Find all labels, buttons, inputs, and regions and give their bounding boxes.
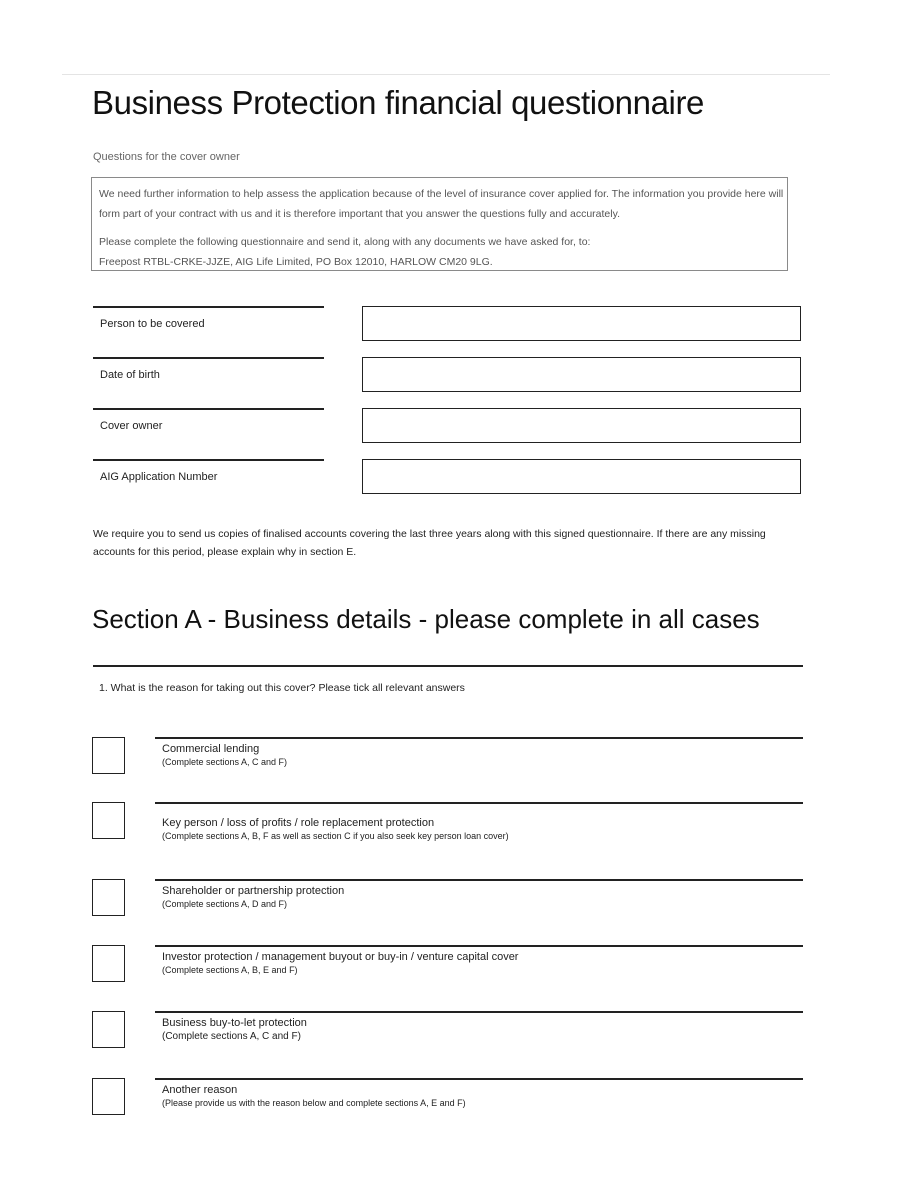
question-1: 1. What is the reason for taking out this cover? Please tick all relevant answers: [99, 682, 465, 694]
option-note: (Complete sections A, C and F): [162, 757, 288, 767]
intro-paragraph-2: [99, 232, 787, 272]
option-label: Another reason: [162, 1084, 238, 1096]
option-rule: [155, 737, 803, 739]
option-rule: [155, 879, 803, 881]
field-label-rule: [93, 306, 324, 308]
field-date-of-birth: [93, 357, 803, 397]
field-label-rule: [93, 459, 324, 461]
field-cover-owner: [93, 408, 803, 448]
option-rule: [155, 945, 803, 947]
section-a-divider: [93, 665, 803, 667]
field-label: AIG Application Number: [100, 471, 218, 483]
intro-paragraph-2-line-1: Please complete the following questionnaire and send it, along with any documents we have asked for, to:: [99, 236, 591, 248]
option-buy-to-let: [92, 1011, 804, 1051]
option-note: (Complete sections A, B, E and F): [162, 965, 298, 975]
field-label: Person to be covered: [100, 318, 205, 330]
field-label: Cover owner: [100, 420, 163, 432]
field-label-rule: [93, 357, 324, 359]
document-title: Business Protection financial questionnaire: [92, 84, 705, 121]
accounts-notice: We require you to send us copies of finalised accounts covering the last three years along with this signed questionnaire. If there are any missing accounts for this period, please explain why in section E.: [93, 528, 766, 558]
intro-paragraph-1: We need further information to help assess the application because of the level of insurance cover applied for. The information you provide here will form part of your contract with us and it is therefore important that you answer the questions fully and accurately.: [99, 188, 784, 220]
option-rule: [155, 1078, 803, 1080]
intro-box: [91, 177, 788, 271]
person-to-be-covered-input[interactable]: [362, 306, 801, 341]
option-rule: [155, 1011, 803, 1013]
field-person-to-be-covered: [93, 306, 803, 346]
option-key-person: [92, 802, 804, 842]
option-rule: [155, 802, 803, 804]
field-aig-application-number: [93, 459, 803, 499]
commercial-lending-checkbox[interactable]: [92, 737, 125, 774]
aig-application-number-input[interactable]: [362, 459, 801, 494]
shareholder-protection-checkbox[interactable]: [92, 879, 125, 916]
document-subtitle: Questions for the cover owner: [93, 151, 240, 163]
buy-to-let-checkbox[interactable]: [92, 1011, 125, 1048]
option-investor-protection: [92, 945, 804, 985]
option-note: (Complete sections A, C and F): [162, 1031, 301, 1042]
section-a-title: Section A - Business details - please complete in all cases: [92, 604, 760, 634]
option-note: (Complete sections A, B, F as well as section C if you also seek key person loan cover): [162, 831, 509, 841]
option-note: (Complete sections A, D and F): [162, 899, 288, 909]
option-label: Investor protection / management buyout or buy-in / venture capital cover: [162, 951, 519, 963]
option-label: Commercial lending: [162, 743, 260, 755]
top-divider: [62, 74, 830, 75]
investor-protection-checkbox[interactable]: [92, 945, 125, 982]
field-label: Date of birth: [100, 369, 160, 381]
intro-address: Freepost RTBL-CRKE-JJZE, AIG Life Limited, PO Box 12010, HARLOW CM20 9LG.: [99, 256, 493, 268]
option-note: (Please provide us with the reason below and complete sections A, E and F): [162, 1098, 466, 1108]
another-reason-checkbox[interactable]: [92, 1078, 125, 1115]
cover-owner-input[interactable]: [362, 408, 801, 443]
option-shareholder-protection: [92, 879, 804, 919]
option-another-reason: [92, 1078, 804, 1118]
date-of-birth-input[interactable]: [362, 357, 801, 392]
option-commercial-lending: [92, 737, 804, 777]
option-label: Key person / loss of profits / role replacement protection: [162, 817, 435, 829]
field-label-rule: [93, 408, 324, 410]
option-label: Shareholder or partnership protection: [162, 885, 345, 897]
key-person-checkbox[interactable]: [92, 802, 125, 839]
option-label: Business buy-to-let protection: [162, 1017, 307, 1029]
